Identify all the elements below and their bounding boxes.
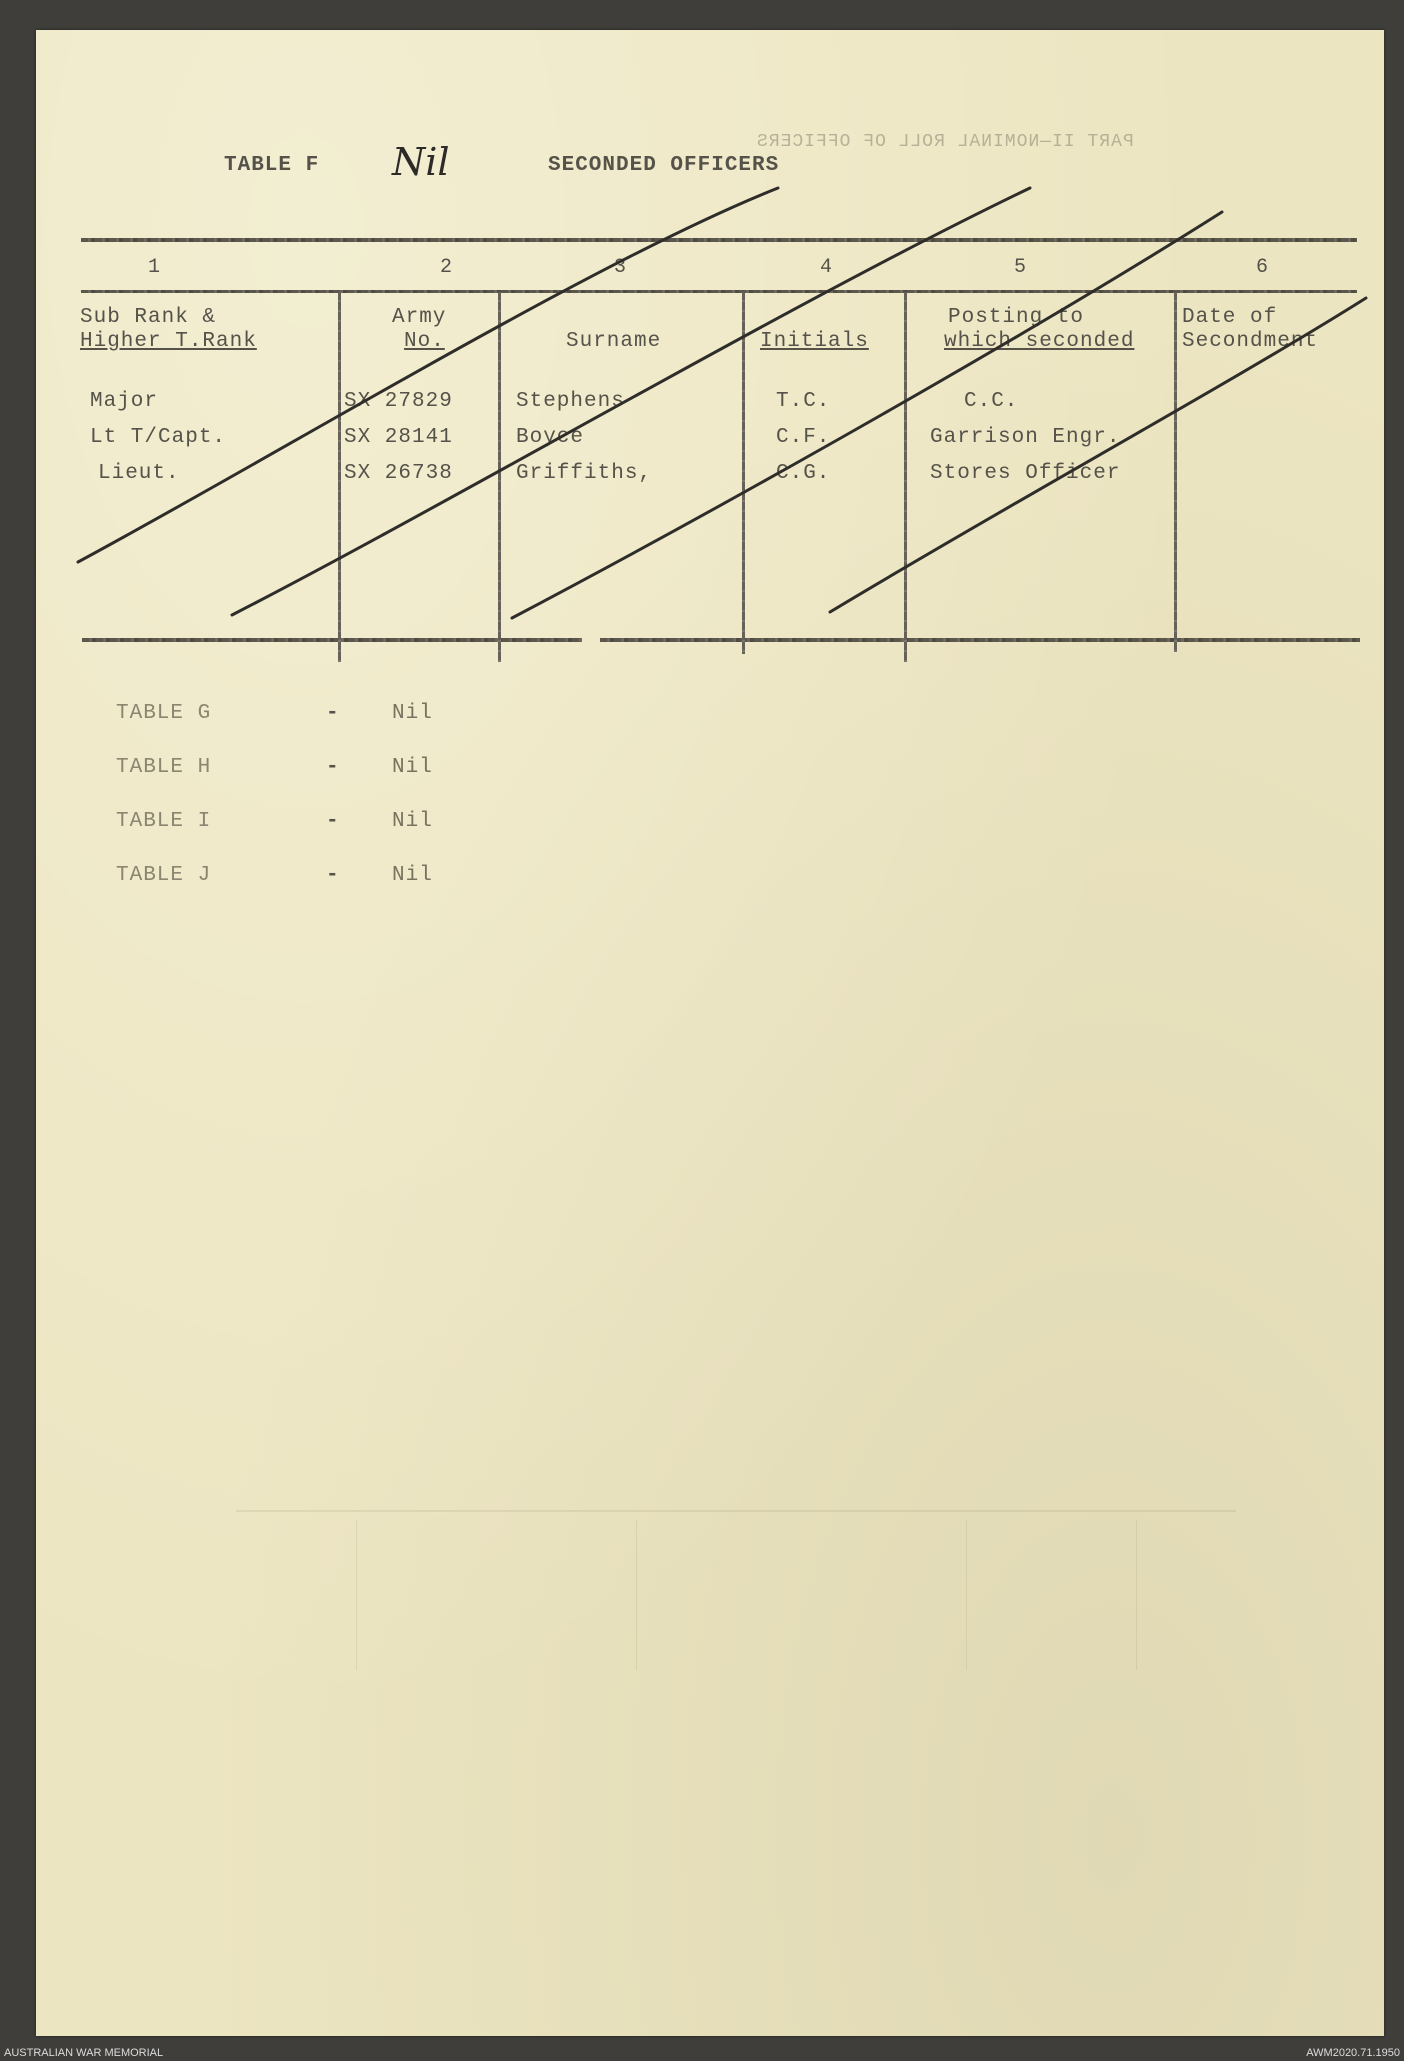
table-value: Nil <box>392 702 433 725</box>
table-f-label: TABLE F <box>224 154 320 177</box>
table-label: TABLE G <box>116 702 212 725</box>
table-value: Nil <box>392 756 433 779</box>
table-dash: - <box>326 864 340 887</box>
column-number: 2 <box>440 256 454 279</box>
strike-line <box>830 298 1366 612</box>
table-dash: - <box>326 756 340 779</box>
header-sub-rank: Sub Rank & <box>80 306 217 329</box>
cell-army-no: SX 27829 <box>344 390 453 413</box>
header-army: Army <box>392 306 447 329</box>
cell-army-no: SX 28141 <box>344 426 453 449</box>
table-f-title: SECONDED OFFICERS <box>548 154 780 177</box>
cell-posting: Garrison Engr. <box>930 426 1121 449</box>
cell-surname: Stephens <box>516 390 625 413</box>
table-dash: - <box>326 702 340 725</box>
cell-army-no: SX 26738 <box>344 462 453 485</box>
header-which-seconded: which seconded <box>944 330 1135 353</box>
cell-surname: Griffiths, <box>516 462 653 485</box>
footer-accession-number: AWM2020.71.1950 <box>1306 2047 1400 2059</box>
footer-credit: AUSTRALIAN WAR MEMORIAL <box>4 2047 164 2059</box>
header-higher-rank: Higher T.Rank <box>80 330 257 353</box>
strike-line <box>232 188 1030 615</box>
header-secondment: Secondment <box>1182 330 1319 353</box>
table-dash: - <box>326 810 340 833</box>
header-initials: Initials <box>760 330 869 353</box>
cell-posting: C.C. <box>964 390 1019 413</box>
table-label: TABLE H <box>116 756 212 779</box>
column-number: 3 <box>614 256 628 279</box>
cell-rank: Major <box>90 390 159 413</box>
header-date-of: Date of <box>1182 306 1278 329</box>
cell-posting: Stores Officer <box>930 462 1121 485</box>
table-label: TABLE J <box>116 864 212 887</box>
column-number: 1 <box>148 256 162 279</box>
column-number: 5 <box>1014 256 1028 279</box>
handwritten-strike-lines <box>36 30 1384 2036</box>
cell-initials: C.G. <box>776 462 831 485</box>
cell-initials: C.F. <box>776 426 831 449</box>
table-value: Nil <box>392 864 433 887</box>
header-surname: Surname <box>566 330 662 353</box>
strike-line <box>512 212 1222 618</box>
header-posting-to: Posting to <box>948 306 1085 329</box>
table-label: TABLE I <box>116 810 212 833</box>
column-number: 6 <box>1256 256 1270 279</box>
cell-rank: Lieut. <box>98 462 180 485</box>
cell-initials: T.C. <box>776 390 831 413</box>
document-page <box>36 30 1384 2036</box>
column-number: 4 <box>820 256 834 279</box>
header-army-no: No. <box>404 330 445 353</box>
faint-header-text: PART II—NOMINAL ROLL OF OFFICERS <box>756 132 1134 152</box>
handwritten-nil-mark: Nil <box>392 140 450 184</box>
cell-rank: Lt T/Capt. <box>90 426 227 449</box>
cell-surname: Boyce <box>516 426 585 449</box>
table-value: Nil <box>392 810 433 833</box>
